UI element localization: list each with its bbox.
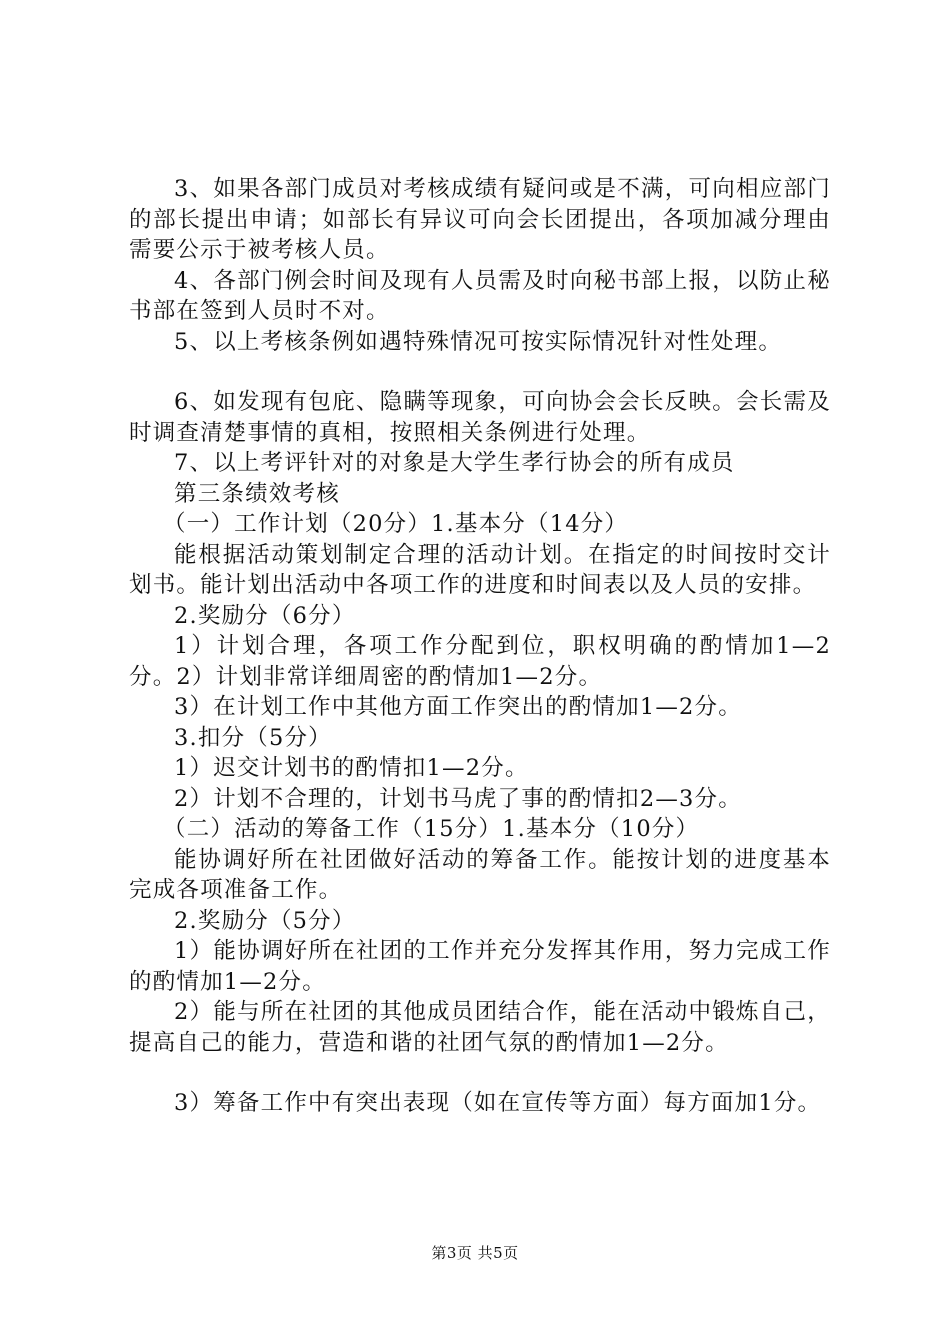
subsection-heading: （二）活动的筹备工作（15分）1.基本分（10分） [163,816,700,842]
paragraph: 6、如发现有包庇、隐瞒等现象，可向协会会长反映。会长需及时调查清楚事情的真相，按照相关条例进行处理。 [129,389,831,446]
paragraph: 3）筹备工作中有突出表现（如在宣传等方面）每方面加1分。 [174,1090,822,1116]
paragraph: 3.扣分（5分） [174,724,332,751]
section-heading: 第三条绩效考核 [174,480,340,507]
paragraph: 3、如果各部门成员对考核成绩有疑问或是不满，可向相应部门的部长提出申请；如部长有异议可向会长团提出，各项加减分理由需要公示于被考核人员。 [129,176,831,263]
paragraph: 5、以上考核条例如遇特殊情况可按实际情况针对性处理。 [174,328,783,355]
blank-line [129,1058,831,1088]
paragraph: 能根据活动策划制定合理的活动计划。在指定的时间按时交计划书。能计划出活动中各项工作的进度和时间表以及人员的安排。 [129,541,831,598]
page-footer: 第3页 共5页 [431,1244,519,1262]
paragraph: 7、以上考评针对的对象是大学生孝行协会的所有成员 [174,450,735,476]
paragraph: 2.奖励分（5分） [174,907,356,934]
paragraph: 2.奖励分（6分） [174,602,356,629]
paragraph: 3）在计划工作中其他方面工作突出的酌情加1—2分。 [174,694,742,720]
paragraph: 1）计划合理，各项工作分配到位，职权明确的酌情加1—2分。2）计划非常详细周密的酌情加1—2分。 [129,633,831,690]
document-body [129,174,831,1119]
blank-line [129,357,831,387]
paragraph: 1）能协调好所在社团的工作并充分发挥其作用，努力完成工作的酌情加1—2分。 [129,938,831,995]
paragraph: 2）能与所在社团的其他成员团结合作，能在活动中锻炼自己，提高自己的能力，营造和谐的社团气氛的酌情加1—2分。 [129,999,831,1056]
subsection-heading: （一）工作计划（20分）1.基本分（14分） [163,511,629,537]
paragraph: 4、各部门例会时间及现有人员需及时向秘书部上报，以防止秘书部在签到人员时不对。 [129,267,831,324]
paragraph: 2）计划不合理的，计划书马虎了事的酌情扣2—3分。 [174,785,742,812]
paragraph: 能协调好所在社团做好活动的筹备工作。能按计划的进度基本完成各项准备工作。 [129,846,831,903]
paragraph: 1）迟交计划书的酌情扣1—2分。 [174,755,529,781]
